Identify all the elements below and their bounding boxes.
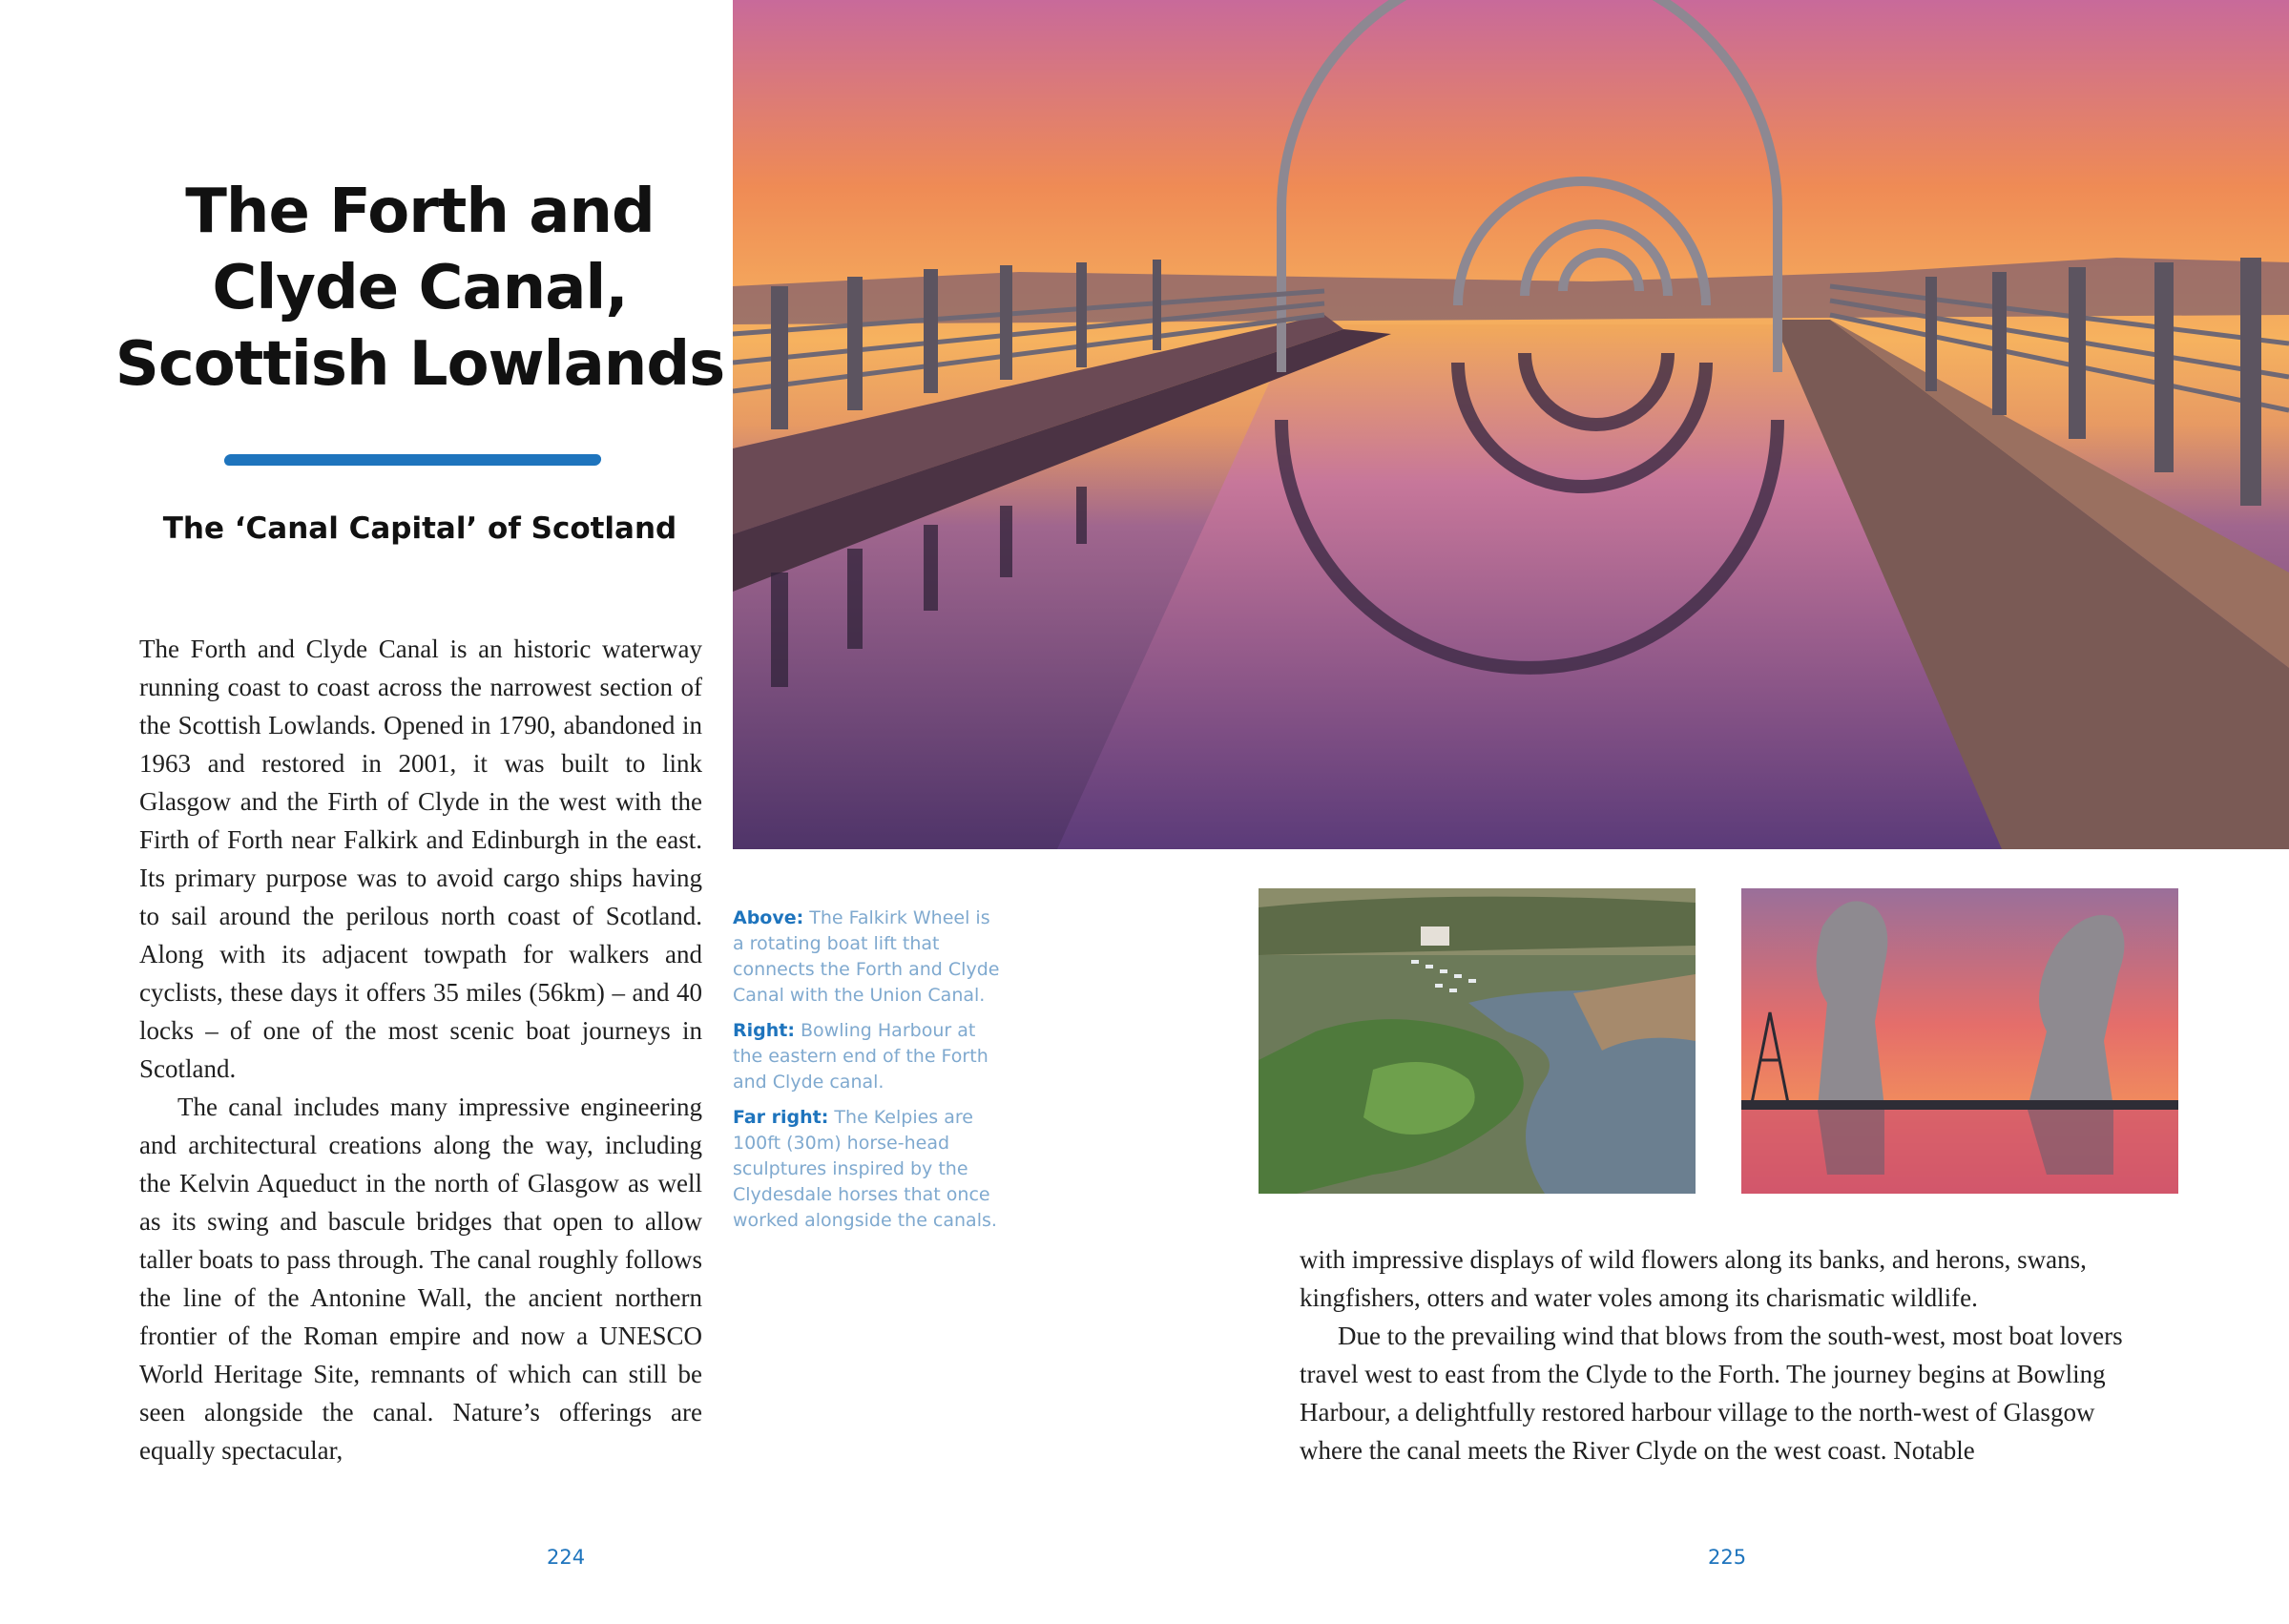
body-paragraph: Due to the prevailing wind that blows from the south-west, most boat lovers travel west to east from the Clyde to the Forth. The journey begins at Bowling Harbour, a delightfully restored harbour village to the north-west of Glasgow where the canal meets the River Clyde on the west coast. Notable xyxy=(1300,1322,2123,1465)
page-number-left: 224 xyxy=(547,1546,586,1569)
caption-label: Above: xyxy=(733,907,804,928)
kelpies-photo xyxy=(1741,888,2178,1194)
body-paragraph: The Forth and Clyde Canal is an historic waterway running coast to coast across the narrowest section of the Scottish Lowlands. Opened in 1790, abandoned in 1963 and restored in 2001, it was built to link Glasgow and the Firth of Clyde in the west with the Firth of Forth near Falkirk and Edinburgh in the east. Its primary purpose was to avoid cargo ships having to sail around the perilous north coast of Scotland. Along with its adjacent towpath for walkers and cyclists, these days it offers 35 miles (56km) – and 40 locks – of one of the most scenic boat journeys in Scotland. xyxy=(139,635,702,1083)
caption-text: The Kelpies are 100ft (30m) horse-head sculptures inspired by the Clydesdale horses that once worked alongside the canals. xyxy=(733,1107,997,1231)
caption-text: The Falkirk Wheel is a rotating boat lift that connects the Forth and Clyde Canal with the Union Canal. xyxy=(733,907,1000,1006)
caption-label: Right: xyxy=(733,1020,795,1041)
caption-label: Far right: xyxy=(733,1107,829,1128)
left-body-text xyxy=(139,630,702,1469)
photo-captions xyxy=(733,906,1000,1243)
right-body-text xyxy=(1300,1240,2139,1469)
caption-right xyxy=(733,1018,1000,1095)
body-paragraph: The canal includes many impressive engineering and architectural creations along the way, including the Kelvin Aqueduct in the north of Glasgow as well as its swing and bascule bridges that open to allow taller boats to pass through. The canal roughly follows the line of the Antonine Wall, the ancient northern frontier of the Roman empire and now a UNESCO World Heritage Site, remnants of which can still be seen alongside the canal. Nature’s offerings are equally spectacular, xyxy=(139,1093,702,1465)
caption-above xyxy=(733,906,1000,1009)
page-title: The Forth and Clyde Canal, Scottish Lowlands xyxy=(114,177,725,400)
body-paragraph: with impressive displays of wild flowers along its banks, and herons, swans, kingfishers, otters and water voles among its charismatic wildlife. xyxy=(1300,1245,2087,1312)
title-underline xyxy=(223,454,602,466)
page-number-right: 225 xyxy=(1708,1546,1747,1569)
bowling-harbour-photo xyxy=(1259,888,1696,1194)
page-subtitle: The ‘Canal Capital’ of Scotland xyxy=(162,511,677,546)
caption-text: Bowling Harbour at the eastern end of the Forth and Clyde canal. xyxy=(733,1020,988,1093)
falkirk-wheel-photo xyxy=(733,0,2289,849)
caption-far-right xyxy=(733,1105,1000,1234)
